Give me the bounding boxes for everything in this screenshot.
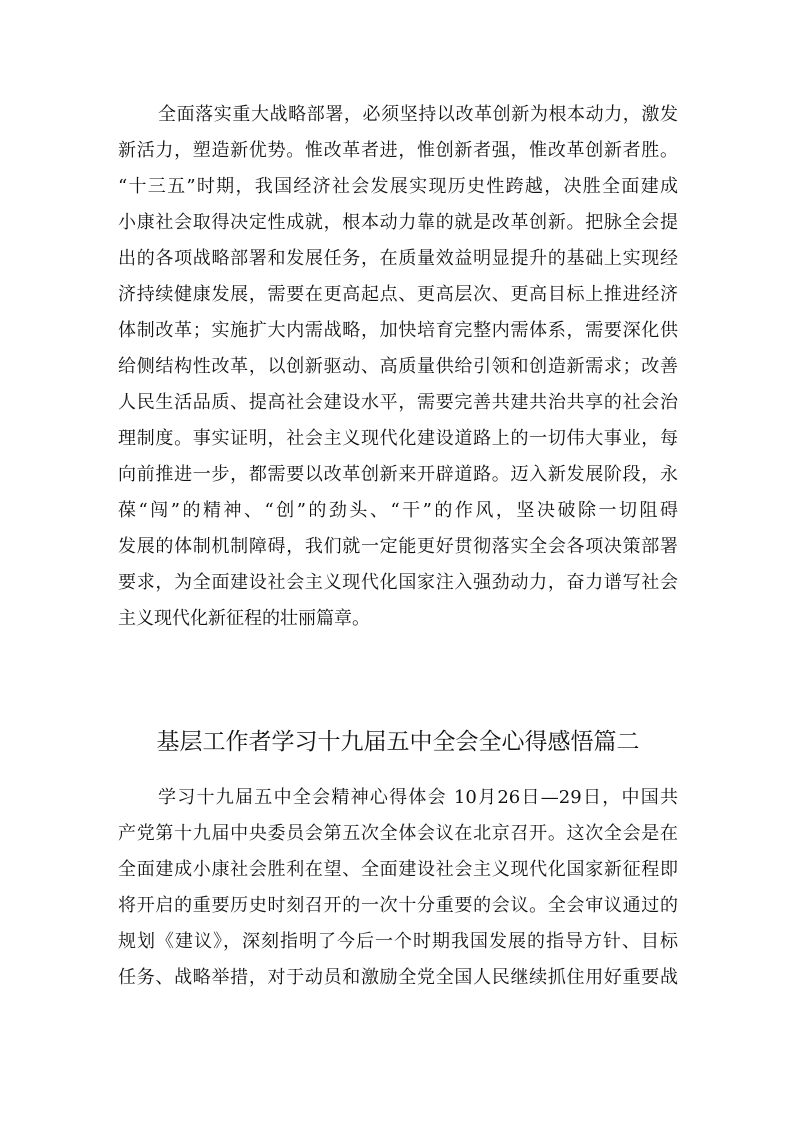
paragraph-line: 规划《建议》，深刻指明了今后一个时期我国发展的指导方针、目标	[118, 931, 678, 952]
paragraph-line: 全面落实重大战略部署，必须坚持以改革创新为根本动力，激发	[158, 104, 678, 125]
paragraph-line: 新活力，塑造新优势。惟改革者进，惟创新者强，惟改革创新者胜。	[118, 140, 678, 161]
paragraph-line: 产党第十九届中央委员会第五次全体会议在北京召开。这次全会是在	[118, 823, 678, 844]
paragraph-line: 将开启的重要历史时刻召开的一次十分重要的会议。全会审议通过的	[118, 895, 678, 916]
paragraph-line: 学习十九届五中全会精神心得体会 10月26日—29日，中国共	[158, 787, 678, 808]
paragraph-line: 人民生活品质、提高社会建设水平，需要完善共建共治共享的社会治	[118, 392, 678, 413]
paragraph-line: 给侧结构性改革，以创新驱动、高质量供给引领和创造新需求；改善	[118, 356, 678, 377]
paragraph-2	[118, 780, 678, 996]
section-heading: 基层工作者学习十九届五中全会全心得感悟篇二	[156, 729, 640, 755]
paragraph-line: 要求，为全面建设社会主义现代化国家注入强劲动力，奋力谱写社会	[118, 572, 678, 593]
paragraph-1	[118, 97, 678, 637]
paragraph-line: 体制改革；实施扩大内需战略，加快培育完整内需体系，需要深化供	[118, 320, 678, 341]
paragraph-line: 主义现代化新征程的壮丽篇章。	[118, 608, 370, 629]
paragraph-line: 葆“闯”的精神、“创”的劲头、“干”的作风，坚决破除一切阻碍	[118, 500, 678, 521]
paragraph-line: 发展的体制机制障碍，我们就一定能更好贯彻落实全会各项决策部署	[118, 536, 678, 557]
paragraph-line: 出的各项战略部署和发展任务，在质量效益明显提升的基础上实现经	[118, 248, 678, 269]
paragraph-line: 济持续健康发展，需要在更高起点、更高层次、更高目标上推进经济	[118, 284, 678, 305]
paragraph-line: 向前推进一步，都需要以改革创新来开辟道路。迈入新发展阶段，永	[118, 464, 678, 485]
paragraph-line: 全面建成小康社会胜利在望、全面建设社会主义现代化国家新征程即	[118, 859, 678, 880]
paragraph-line: 小康社会取得决定性成就，根本动力靠的就是改革创新。把脉全会提	[118, 212, 678, 233]
paragraph-line: “十三五”时期，我国经济社会发展实现历史性跨越，决胜全面建成	[118, 176, 678, 197]
paragraph-line: 任务、战略举措，对于动员和激励全党全国人民继续抓住用好重要战	[118, 967, 678, 988]
paragraph-line: 理制度。事实证明，社会主义现代化建设道路上的一切伟大事业，每	[118, 428, 678, 449]
